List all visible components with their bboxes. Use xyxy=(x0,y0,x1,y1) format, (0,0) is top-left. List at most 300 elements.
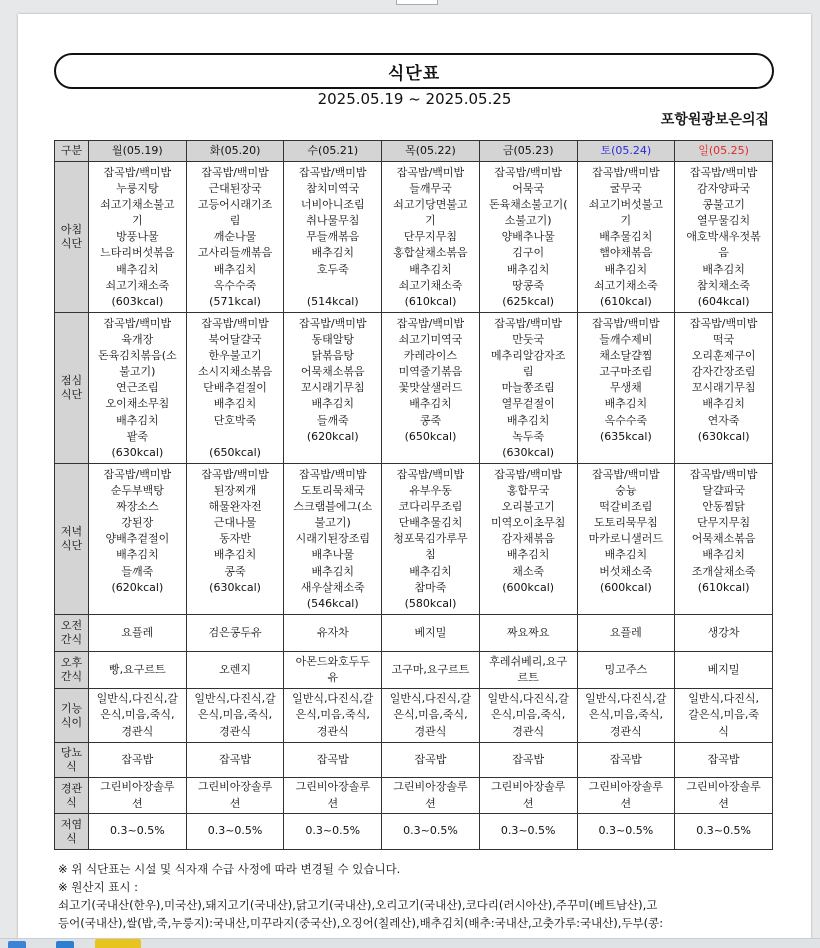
menu-item: 일반식,다진식,갈 xyxy=(96,692,179,706)
menu-item: 어묵채소볶음 xyxy=(300,365,365,379)
menu-item: 고등어시래기조 xyxy=(197,198,273,212)
menu-item: 느타리버섯볶음 xyxy=(100,246,175,260)
menu-item: 쇠고기채소불고 xyxy=(100,198,175,212)
menu-cell xyxy=(675,652,773,689)
menu-item: 배추김치 xyxy=(409,397,452,411)
menu-item: 굴무국 xyxy=(609,182,642,196)
note-line: 쇠고기(국내산(한우),미국산),돼지고기(국내산),닭고기(국내산),오리고기(국내산),코다리(러시아산),주꾸미(베트남산),고 xyxy=(58,898,658,912)
menu-cell xyxy=(284,814,382,850)
menu-item: 채소달걀찜 xyxy=(599,349,653,363)
row-label xyxy=(55,162,89,313)
menu-item: (630kcal) xyxy=(209,580,261,594)
menu-item: 식 xyxy=(718,724,729,738)
menu-item: (514kcal) xyxy=(306,294,359,308)
menu-cell xyxy=(577,652,675,689)
menu-item: 감자양파국 xyxy=(697,182,751,196)
menu-cell xyxy=(89,313,187,464)
menu-item: 그린비아장솔루 xyxy=(197,780,273,794)
menu-item: 경관식 xyxy=(512,724,545,738)
menu-item: 카레라이스 xyxy=(403,349,458,363)
menu-cell xyxy=(382,162,480,313)
row-label-line: 식단 xyxy=(60,388,83,401)
menu-item: 단무지무침 xyxy=(403,230,458,244)
menu-cell xyxy=(577,464,675,615)
row-label-line: 아침 xyxy=(60,223,83,236)
menu-item: 너비아니조림 xyxy=(300,198,365,212)
menu-item: 유부우동 xyxy=(409,484,452,498)
menu-cell xyxy=(89,743,187,778)
menu-item: 단호박죽 xyxy=(213,413,257,427)
menu-cell xyxy=(382,615,480,652)
menu-item: 오리불고기 xyxy=(501,500,555,514)
menu-item: 0.3~0.5% xyxy=(598,824,654,838)
menu-cell xyxy=(479,689,577,743)
menu-item: 참치채소죽 xyxy=(697,278,751,292)
menu-item: 검은콩두유 xyxy=(208,625,262,639)
menu-item: 잡곡밥/백미밥 xyxy=(396,166,465,179)
menu-item: 0.3~0.5% xyxy=(207,824,263,838)
menu-item: 잡곡밥/백미밥 xyxy=(201,166,269,179)
menu-item: 배추김치 xyxy=(604,397,648,411)
menu-item: 림 xyxy=(229,214,241,228)
menu-item: 배추김치 xyxy=(506,413,550,427)
menu-item: 르트 xyxy=(517,671,539,684)
menu-item: 감자채볶음 xyxy=(501,532,555,546)
menu-cell xyxy=(186,814,284,850)
menu-item: 배추김치 xyxy=(409,564,452,578)
menu-item: (600kcal) xyxy=(599,580,652,594)
table-row-am-snack xyxy=(55,615,773,652)
menu-item: 메추리알감자조 xyxy=(490,349,566,363)
menu-item: 일반식,다진식,갈 xyxy=(487,692,569,706)
menu-item: (650kcal) xyxy=(209,445,261,459)
menu-cell xyxy=(89,464,187,615)
menu-item: 0.3~0.5% xyxy=(696,824,751,838)
menu-item: (604kcal) xyxy=(697,294,750,308)
menu-item: 잡곡밥/백미밥 xyxy=(299,317,367,330)
menu-item: 단무지무침 xyxy=(697,516,751,530)
menu-item: 생강차 xyxy=(707,625,740,639)
menu-item: 배추김치 xyxy=(213,397,257,411)
menu-item: 호두죽 xyxy=(316,262,349,276)
menu-item: 꼬시래기무침 xyxy=(691,381,756,395)
menu-item: 고사리들깨볶음 xyxy=(197,246,273,260)
table-row-dinner xyxy=(55,464,773,615)
menu-item: 배추김치 xyxy=(409,262,452,276)
menu-item: 조개살채소죽 xyxy=(691,564,756,578)
menu-item: 림 xyxy=(522,365,534,379)
menu-item: (546kcal) xyxy=(306,596,359,610)
menu-cell xyxy=(186,743,284,778)
menu-cell xyxy=(382,743,480,778)
menu-item xyxy=(189,429,282,445)
menu-item: 잡곡밥/백미밥 xyxy=(689,317,758,330)
menu-item: 잡곡밥/백미밥 xyxy=(494,317,562,330)
menu-item: 잡곡밥/백미밥 xyxy=(396,468,465,481)
menu-item: 양배추겉절이 xyxy=(105,532,170,546)
menu-item: 들깨죽 xyxy=(121,564,154,578)
menu-cell xyxy=(284,743,382,778)
menu-item: 배추물김치 xyxy=(599,230,653,244)
table-row-diabetic xyxy=(55,743,773,778)
menu-cell xyxy=(382,652,480,689)
menu-cell xyxy=(186,689,284,743)
row-label-line: 식이 xyxy=(60,715,83,729)
menu-item: 불고기) xyxy=(314,516,351,530)
menu-item: 소불고기) xyxy=(504,214,552,228)
header-day-sat: 토(05.24) xyxy=(577,141,675,162)
row-label xyxy=(55,464,89,615)
menu-item: 해물완자전 xyxy=(208,500,262,514)
menu-item: 강된장 xyxy=(121,516,154,530)
row-label-line: 식 xyxy=(66,795,77,809)
menu-item: 만둣국 xyxy=(512,333,545,347)
menu-item: 돈육채소불고기( xyxy=(488,198,568,212)
row-label-line: 식 xyxy=(66,831,77,845)
menu-item: 무들깨볶음 xyxy=(306,230,360,244)
menu-item: 버섯채소죽 xyxy=(599,564,653,578)
table-row-pm-snack xyxy=(55,652,773,689)
menu-item: 배추김치 xyxy=(506,548,550,562)
menu-cell xyxy=(675,464,773,615)
menu-item: 잡곡밥/백미밥 xyxy=(592,468,660,481)
menu-cell xyxy=(186,162,284,313)
table-header-row xyxy=(55,141,773,162)
table-row-low-salt xyxy=(55,814,773,850)
menu-item: 쇠고기당면불고 xyxy=(393,198,468,212)
header-day-thu: 목(05.22) xyxy=(382,141,480,162)
menu-item: 연근조림 xyxy=(116,381,159,395)
window-top-tab xyxy=(396,0,438,5)
header-day-fri: 금(05.23) xyxy=(479,141,577,162)
menu-item: 션 xyxy=(229,796,241,810)
menu-cell xyxy=(89,778,187,814)
menu-cell xyxy=(577,313,675,464)
menu-item: 누룽지탕 xyxy=(116,182,159,196)
menu-item: 근대된장국 xyxy=(208,182,262,196)
menu-item: 기 xyxy=(620,214,632,228)
menu-cell xyxy=(89,162,187,313)
menu-item: 달걀파국 xyxy=(702,484,745,498)
menu-item: 잡곡밥/백미밥 xyxy=(103,468,172,481)
menu-item: 일반식,다진식,갈 xyxy=(585,692,667,706)
menu-item: 션 xyxy=(132,796,143,810)
menu-item: 옥수수죽 xyxy=(604,413,648,427)
menu-item: 유 xyxy=(327,671,339,684)
menu-item: 배추김치 xyxy=(213,548,257,562)
row-label-line: 간식 xyxy=(60,633,83,646)
menu-item: 그린비아장솔루 xyxy=(686,780,761,794)
menu-item: 방풍나물 xyxy=(116,230,159,244)
menu-cell xyxy=(284,689,382,743)
menu-item: 경관식 xyxy=(316,724,349,738)
menu-item: 배추김치 xyxy=(506,262,550,276)
menu-item: 청포묵김가루무 xyxy=(393,532,468,546)
menu-cell xyxy=(675,743,773,778)
menu-item: 어묵국 xyxy=(512,182,545,196)
menu-item: 잡곡밥/백미밥 xyxy=(396,317,465,330)
menu-cell xyxy=(89,814,187,850)
menu-cell xyxy=(479,814,577,850)
menu-item: 잡곡밥/백미밥 xyxy=(494,468,562,481)
menu-item: (610kcal) xyxy=(404,294,457,308)
menu-item: 새우살채소죽 xyxy=(300,580,365,594)
menu-item: 빵,요구르트 xyxy=(109,662,166,676)
table-row-lunch xyxy=(55,313,773,464)
menu-item: 그린비아장솔루 xyxy=(295,780,370,794)
menu-item: 일반식,다진식,갈 xyxy=(194,692,276,706)
menu-item: 배추김치 xyxy=(213,262,257,276)
menu-item: 순두부백탕 xyxy=(110,484,164,498)
menu-item: (630kcal) xyxy=(697,429,750,443)
menu-item: 도토리묵채국 xyxy=(300,484,365,498)
menu-item: 경관식 xyxy=(121,724,154,738)
row-label-line: 오전 xyxy=(60,619,83,632)
menu-item: 그린비아장솔루 xyxy=(100,780,175,794)
menu-item: 숭늉 xyxy=(615,484,637,498)
row-label-line: 식 xyxy=(66,760,77,773)
menu-item: 기 xyxy=(425,214,436,228)
menu-item: 배추김치 xyxy=(702,548,745,562)
menu-item: 떡갈비조림 xyxy=(599,500,653,514)
menu-item: 무생채 xyxy=(609,381,642,395)
menu-item: 깨순나물 xyxy=(213,230,257,244)
menu-item: 0.3~0.5% xyxy=(110,824,165,838)
menu-item: 잡곡밥/백미밥 xyxy=(103,317,172,330)
menu-cell xyxy=(382,689,480,743)
menu-item: 오렌지 xyxy=(219,662,251,676)
menu-item: 동자반 xyxy=(219,532,251,546)
page-title: 식단표 xyxy=(54,53,774,89)
menu-item: 잡곡밥 xyxy=(316,752,349,766)
menu-item: 잡곡밥/백미밥 xyxy=(299,166,367,179)
menu-item: 잡곡밥/백미밥 xyxy=(103,166,172,179)
menu-item: 어묵채소볶음 xyxy=(691,532,756,546)
menu-cell xyxy=(577,743,675,778)
menu-item: (571kcal) xyxy=(209,294,261,308)
menu-cell xyxy=(577,689,675,743)
menu-item: 베지밀 xyxy=(414,625,447,639)
menu-item: 은식,미음,죽식, xyxy=(295,708,370,722)
menu-item: 단배추겉절이 xyxy=(203,381,267,395)
menu-item: 된장찌개 xyxy=(213,484,257,498)
menu-item: 배추김치 xyxy=(702,262,745,276)
header-day-tue: 화(05.20) xyxy=(186,141,284,162)
row-label-line: 저녁 xyxy=(60,525,83,538)
menu-item: 감자간장조림 xyxy=(691,365,756,379)
menu-cell xyxy=(186,615,284,652)
menu-item: 요플레 xyxy=(121,625,154,639)
menu-item: 들깨무국 xyxy=(409,182,452,196)
menu-item: 배추김치 xyxy=(604,548,648,562)
notes-section xyxy=(58,860,788,932)
menu-item: 고구마,요구르트 xyxy=(391,662,470,676)
note-line: ※ 원산지 표시 : xyxy=(58,880,139,894)
menu-cell xyxy=(675,778,773,814)
menu-item: 소시지채소볶음 xyxy=(197,365,273,379)
menu-item: 경관식 xyxy=(219,724,251,738)
menu-item: 녹두죽 xyxy=(512,429,545,443)
menu-item: 고구마조림 xyxy=(599,365,653,379)
menu-item: 잡곡밥/백미밥 xyxy=(494,166,562,179)
menu-cell xyxy=(675,689,773,743)
menu-item: 요플레 xyxy=(609,625,642,639)
row-label-line: 식단 xyxy=(60,539,83,552)
menu-item: 쇠고기채소죽 xyxy=(593,278,658,292)
menu-item: 열무겉절이 xyxy=(501,397,555,411)
menu-item: 애호박새우젓볶 xyxy=(686,230,761,244)
menu-cell xyxy=(479,162,577,313)
menu-item: 쇠고기채소죽 xyxy=(398,278,463,292)
menu-cell xyxy=(382,464,480,615)
date-range: 2025.05.19 ~ 2025.05.25 xyxy=(317,90,512,108)
row-label xyxy=(55,652,89,689)
menu-item: 육개장 xyxy=(121,333,154,347)
table-row-tube xyxy=(55,778,773,814)
table-row-functional xyxy=(55,689,773,743)
menu-item: 잡곡밥/백미밥 xyxy=(201,317,269,330)
row-label xyxy=(55,615,89,652)
menu-item: 배추김치 xyxy=(116,548,159,562)
header-day-sun: 일(05.25) xyxy=(675,141,773,162)
menu-item: 양배추나물 xyxy=(501,230,555,244)
menu-item: 침 xyxy=(425,548,436,562)
menu-item: 잡곡밥 xyxy=(512,752,545,766)
menu-cell xyxy=(675,615,773,652)
menu-item: 아몬드와호두두 xyxy=(295,654,370,668)
menu-cell xyxy=(479,313,577,464)
meal-table xyxy=(54,140,773,850)
menu-item: 배추김치 xyxy=(311,246,355,260)
menu-item: (603kcal) xyxy=(111,294,164,308)
menu-item: 잡곡밥/백미밥 xyxy=(689,468,758,481)
menu-cell xyxy=(577,778,675,814)
row-label-line: 경관 xyxy=(60,781,83,795)
menu-item: 그린비아장솔루 xyxy=(588,780,664,794)
menu-item: (610kcal) xyxy=(697,580,750,594)
menu-item: (580kcal) xyxy=(404,596,457,610)
menu-item: 쇠고기채소죽 xyxy=(105,278,170,292)
menu-item: 오이채소무침 xyxy=(105,397,170,411)
menu-cell xyxy=(89,689,187,743)
menu-item: 팥죽 xyxy=(126,429,148,443)
note-line: 등어(국내산),쌀(밥,죽,누룽지):국내산,미꾸라지(중국산),오징어(칠레산),배추김치(배추:국내산,고춧가루:국내산),두부(콩: xyxy=(58,916,664,930)
menu-item: 홍합무국 xyxy=(506,484,550,498)
menu-item: 션 xyxy=(522,796,534,810)
menu-cell xyxy=(89,615,187,652)
menu-cell xyxy=(675,313,773,464)
menu-cell xyxy=(186,464,284,615)
menu-item: 음 xyxy=(718,246,729,260)
menu-item: 도토리묵무침 xyxy=(593,516,658,530)
note-line: ※ 위 식단표는 시설 및 식자재 수급 사정에 따라 변경될 수 있습니다. xyxy=(58,862,401,876)
menu-item: 근대나물 xyxy=(213,516,257,530)
header-corner: 구분 xyxy=(55,141,89,162)
row-label-line: 식단 xyxy=(60,237,83,250)
menu-item: 쇠고기미역국 xyxy=(398,333,463,347)
menu-cell xyxy=(186,778,284,814)
menu-cell xyxy=(479,615,577,652)
menu-item: 배추김치 xyxy=(702,397,745,411)
menu-item: 미역오이초무침 xyxy=(490,516,566,530)
menu-item: (630kcal) xyxy=(502,445,555,459)
menu-item: (625kcal) xyxy=(502,294,555,308)
menu-item: 짜요짜요 xyxy=(506,625,550,639)
menu-cell xyxy=(89,652,187,689)
menu-item: 마카로니샐러드 xyxy=(588,532,664,546)
menu-item: 김구이 xyxy=(512,246,545,260)
menu-item: 션 xyxy=(425,796,436,810)
menu-item: 안동찜닭 xyxy=(702,500,745,514)
menu-item: 일반식,다진식,갈 xyxy=(389,692,472,706)
menu-item: 채소죽 xyxy=(512,564,545,578)
menu-item: 일반식,다진식,갈 xyxy=(292,692,374,706)
menu-item: 밍고주스 xyxy=(604,662,648,676)
menu-item: 잡곡밥 xyxy=(707,752,740,766)
menu-item: 은식,미음,죽식, xyxy=(197,708,273,722)
menu-cell xyxy=(284,652,382,689)
menu-item: 오리훈제구이 xyxy=(691,349,756,363)
menu-item: 코다리무조림 xyxy=(398,500,463,514)
menu-item: 잡곡밥 xyxy=(219,752,251,766)
menu-item: 취나물무침 xyxy=(306,214,360,228)
row-label xyxy=(55,313,89,464)
menu-cell xyxy=(284,615,382,652)
menu-cell xyxy=(284,313,382,464)
menu-item: 그린비아장솔루 xyxy=(490,780,566,794)
menu-item: 경관식 xyxy=(609,724,642,738)
menu-item: 배추김치 xyxy=(116,262,159,276)
menu-item: 배추김치 xyxy=(116,413,159,427)
menu-item: (620kcal) xyxy=(111,580,164,594)
menu-item: 짜장소스 xyxy=(116,500,159,514)
menu-item: 션 xyxy=(327,796,339,810)
menu-cell xyxy=(675,814,773,850)
menu-item: 닭볶음탕 xyxy=(311,349,355,363)
menu-cell xyxy=(186,652,284,689)
menu-item: 은식,미음,죽식, xyxy=(588,708,663,722)
menu-item: 콩죽 xyxy=(419,413,442,427)
menu-item: (620kcal) xyxy=(306,429,359,443)
menu-cell xyxy=(382,814,480,850)
menu-item: 단배추물김치 xyxy=(398,516,463,530)
menu-item: 잡곡밥 xyxy=(414,752,447,766)
menu-item: 꽃맛살샐러드 xyxy=(398,381,463,395)
row-label xyxy=(55,814,89,850)
menu-item: 일반식,다진식, xyxy=(688,692,759,706)
menu-cell xyxy=(479,743,577,778)
menu-cell xyxy=(186,313,284,464)
menu-item: 기 xyxy=(132,214,143,228)
menu-item: 베지밀 xyxy=(707,662,740,676)
menu-item: 잡곡밥/백미밥 xyxy=(592,166,660,179)
menu-cell xyxy=(577,814,675,850)
menu-item: 0.3~0.5% xyxy=(500,824,556,838)
menu-item: 마늘쫑조림 xyxy=(501,381,555,395)
menu-item: 그린비아장솔루 xyxy=(393,780,468,794)
row-label-line: 간식 xyxy=(60,670,83,683)
row-label-line: 점심 xyxy=(60,374,83,387)
menu-item: 떡국 xyxy=(712,333,735,347)
menu-cell xyxy=(284,162,382,313)
header-day-wed: 수(05.21) xyxy=(284,141,382,162)
menu-document xyxy=(18,14,811,939)
menu-item: 유자차 xyxy=(316,625,349,639)
menu-item: 돈육김치볶음(소 xyxy=(98,349,177,363)
row-label xyxy=(55,778,89,814)
menu-item: 옥수수죽 xyxy=(213,278,257,292)
menu-cell xyxy=(479,652,577,689)
